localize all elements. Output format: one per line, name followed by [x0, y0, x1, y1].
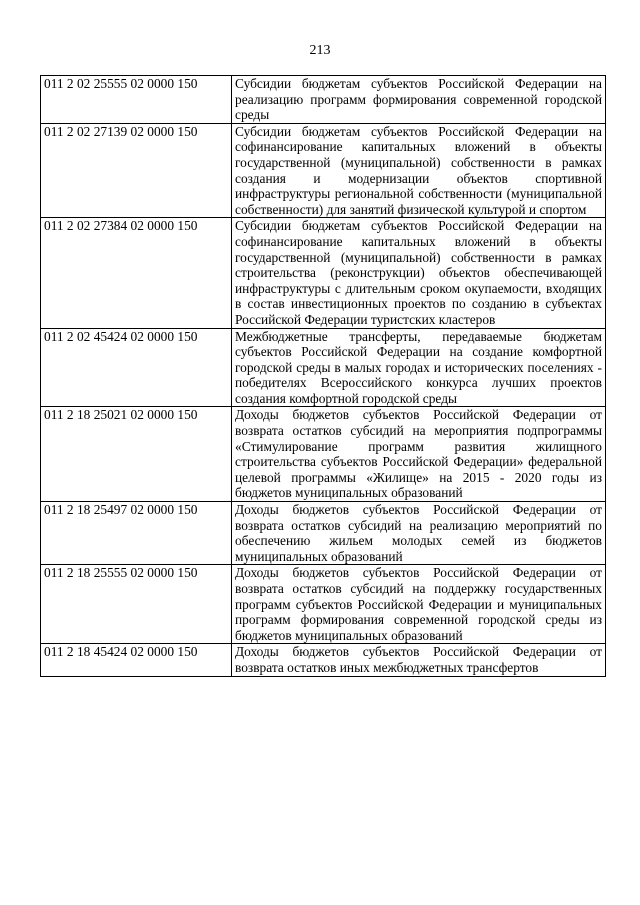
description-cell: Субсидии бюджетам субъектов Российской Федерации на софинансирование капитальных вложений в объекты государственной (муниципальной) собственности в рамках создания и модернизации объектов спортивной инфраструктуры региональной собственности (муниципальной собственности) для занятий физической культурой и спортом [232, 123, 606, 218]
budget-code-cell: 011 2 02 25555 02 0000 150 [41, 76, 232, 124]
table-row [41, 76, 606, 124]
description-cell: Доходы бюджетов субъектов Российской Федерации от возврата остатков субсидий на поддержку государственных программ субъектов Российской Федерации и муниципальных программ формирования современной городской среды из бюджетов муниципальных образований [232, 565, 606, 644]
table-row [41, 407, 606, 502]
table-row [41, 328, 606, 407]
budget-code-table [40, 75, 606, 677]
description-cell: Межбюджетные трансферты, передаваемые бюджетам субъектов Российской Федерации на создание комфортной городской среды в малых городах и исторических поселениях - победителях Всероссийского конкурса лучших проектов создания комфортной городской среды [232, 328, 606, 407]
table-row [41, 502, 606, 565]
table-row [41, 218, 606, 328]
table-row [41, 123, 606, 218]
table-row [41, 565, 606, 644]
budget-code-cell: 011 2 18 25555 02 0000 150 [41, 565, 232, 644]
budget-code-cell: 011 2 18 45424 02 0000 150 [41, 644, 232, 676]
description-cell: Субсидии бюджетам субъектов Российской Федерации на софинансирование капитальных вложений в объекты государственной (муниципальной) собственности в рамках строительства (реконструкции) объектов обеспечивающей инфраструктуры с длительным сроком окупаемости, входящих в состав инвестиционных проектов по созданию в субъектах Российской Федерации туристских кластеров [232, 218, 606, 328]
budget-code-cell: 011 2 18 25497 02 0000 150 [41, 502, 232, 565]
description-cell: Доходы бюджетов субъектов Российской Федерации от возврата остатков субсидий на реализацию мероприятий по обеспечению жильем молодых семей из бюджетов муниципальных образований [232, 502, 606, 565]
budget-code-cell: 011 2 02 27384 02 0000 150 [41, 218, 232, 328]
description-cell: Доходы бюджетов субъектов Российской Федерации от возврата остатков иных межбюджетных трансфертов [232, 644, 606, 676]
budget-code-cell: 011 2 02 27139 02 0000 150 [41, 123, 232, 218]
description-cell: Субсидии бюджетам субъектов Российской Федерации на реализацию программ формирования современной городской среды [232, 76, 606, 124]
table-row [41, 644, 606, 676]
page-number: 213 [309, 43, 331, 58]
budget-code-cell: 011 2 18 25021 02 0000 150 [41, 407, 232, 502]
budget-code-cell: 011 2 02 45424 02 0000 150 [41, 328, 232, 407]
description-cell: Доходы бюджетов субъектов Российской Федерации от возврата остатков субсидий на мероприятия подпрограммы «Стимулирование программ развития жилищного строительства субъектов Российской Федерации» федеральной целевой программы «Жилище» на 2015 - 2020 годы из бюджетов муниципальных образований [232, 407, 606, 502]
